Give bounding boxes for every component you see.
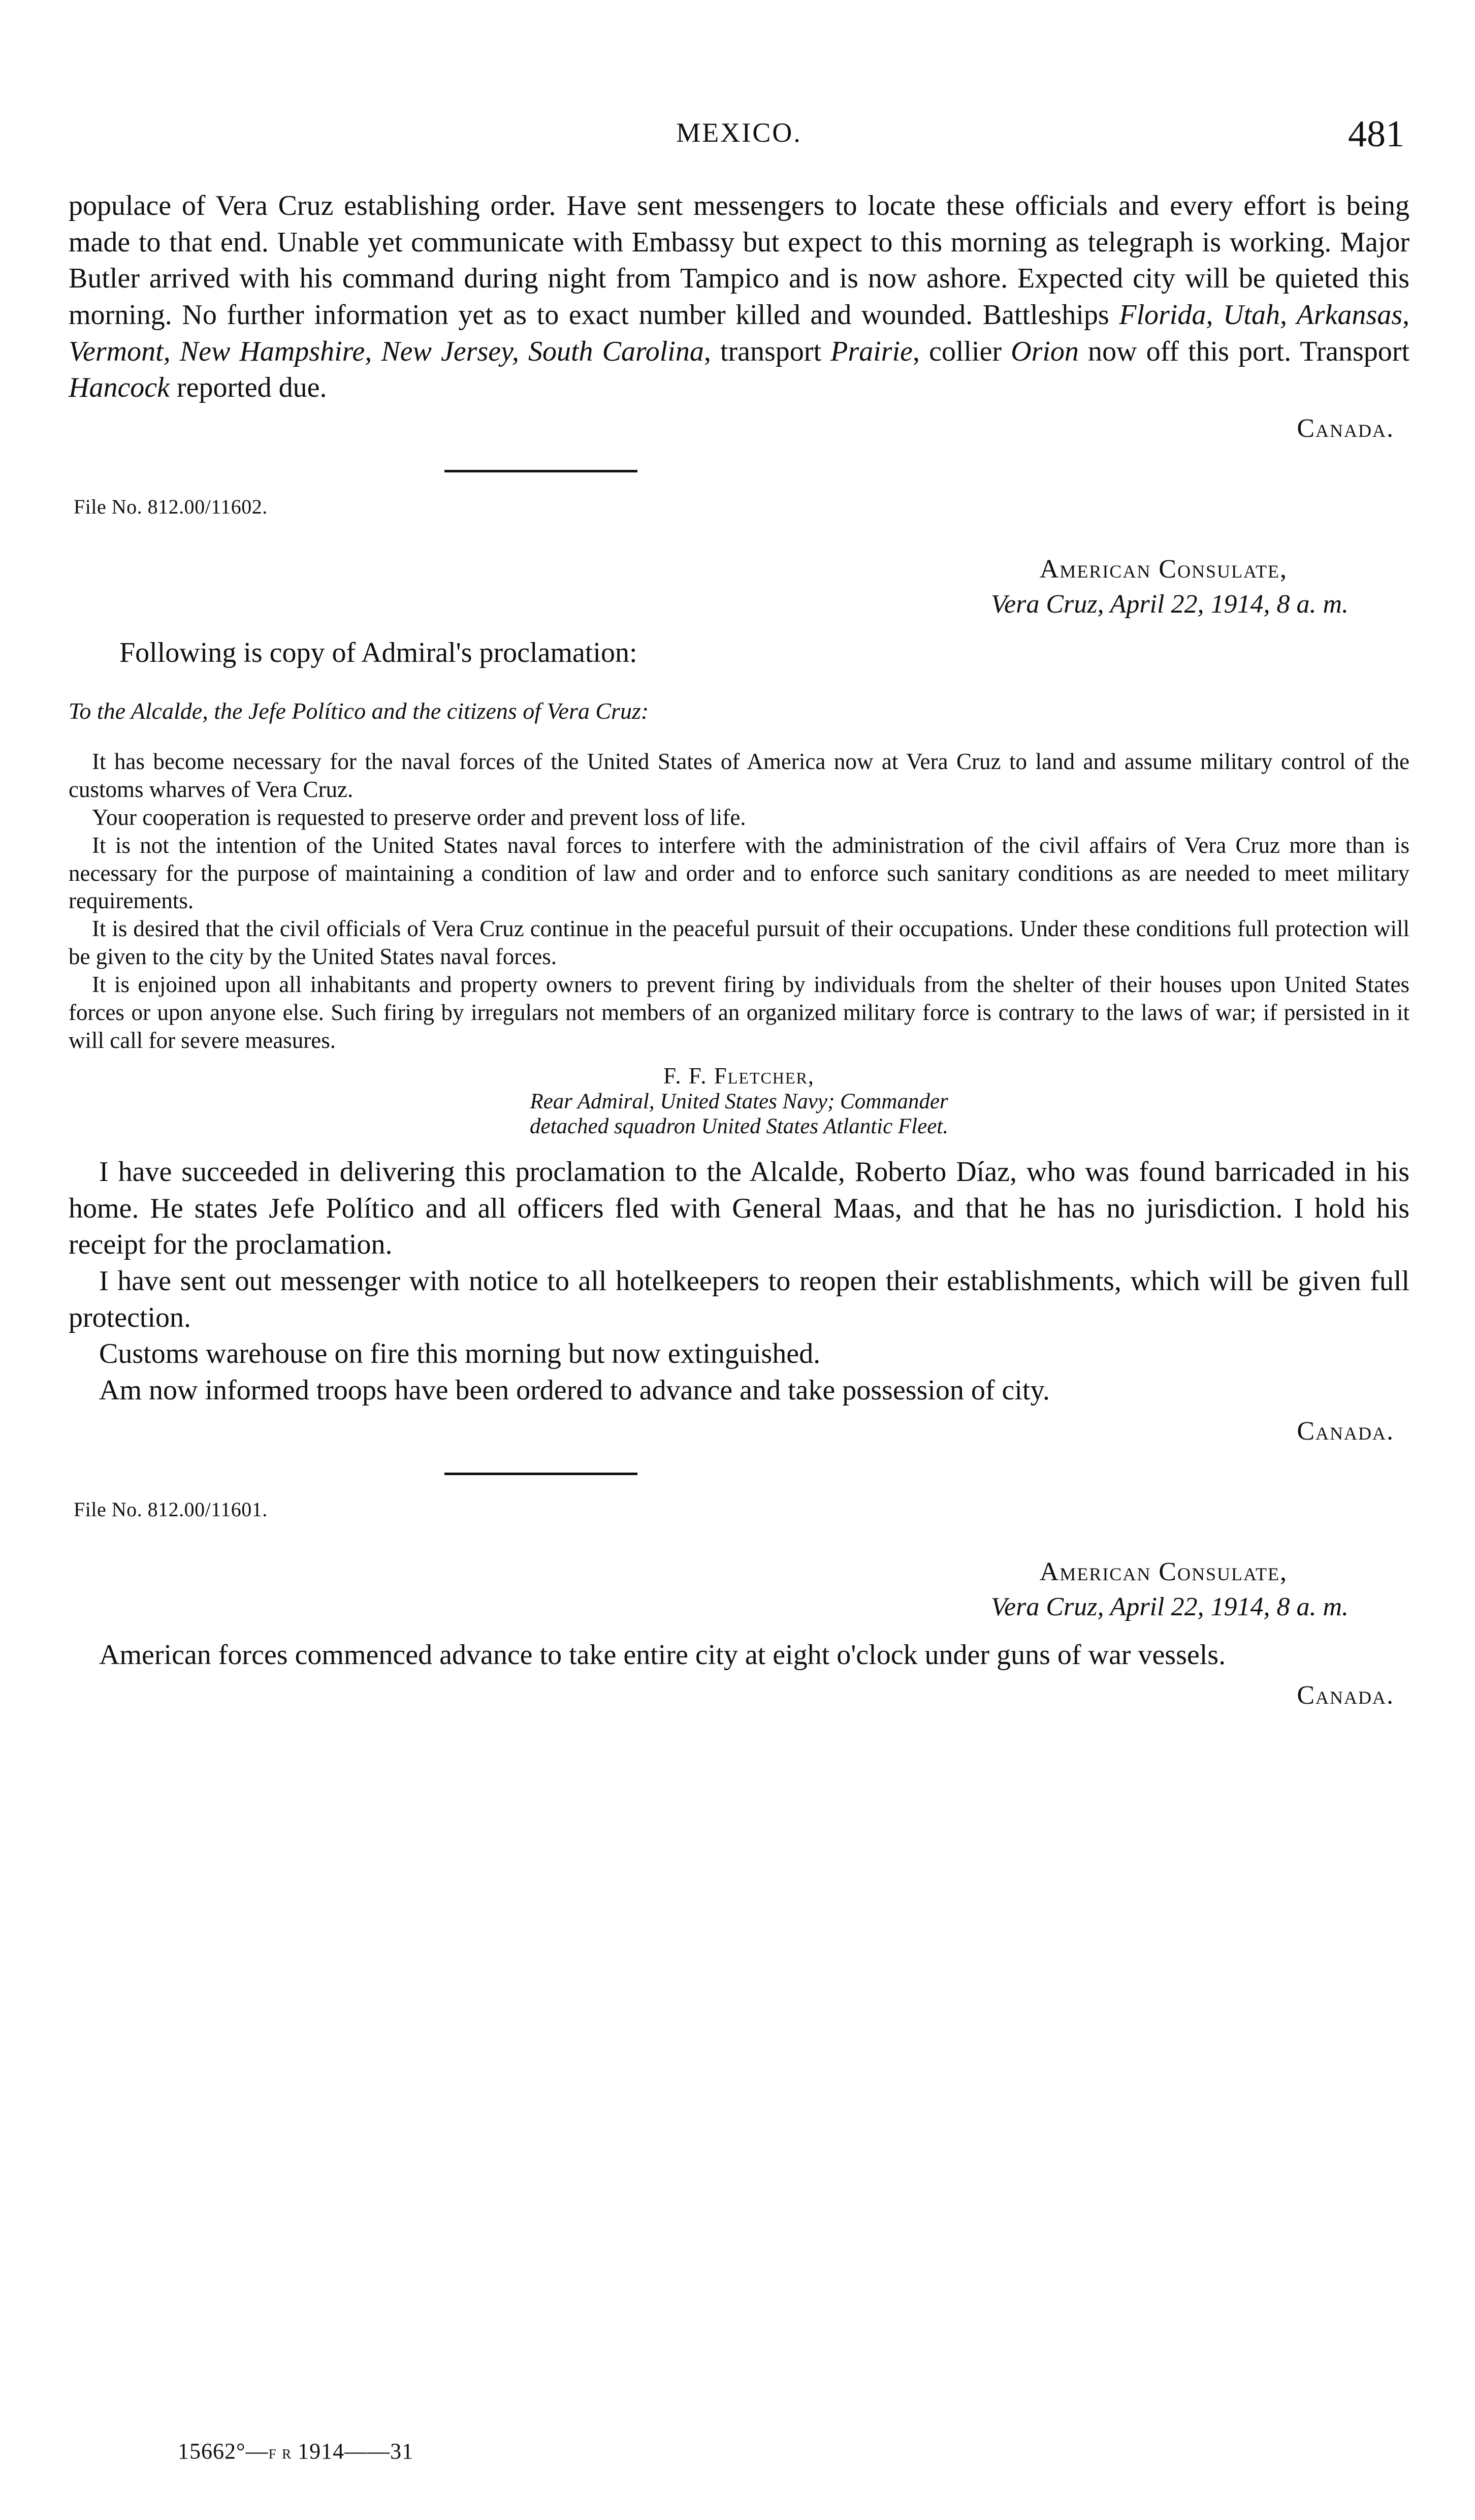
- dispatch-2-paragraph-8: Customs warehouse on fire this morning but now extinguished.: [99, 1338, 821, 1370]
- dispatch-2-signature: Canada.: [1297, 1416, 1394, 1446]
- proclamation-paragraph-2: Your cooperation is requested to preserve order and prevent loss of life.: [92, 804, 746, 830]
- consulate-date-2: Vera Cruz, April 22, 1914, 8 a. m.: [991, 1592, 1349, 1621]
- ship-name-hancock: Hancock: [69, 372, 170, 404]
- proclamation-signer-title-1: Rear Admiral, United States Navy; Commander: [530, 1089, 948, 1113]
- telegram-1-text-2: , transport: [703, 335, 831, 367]
- ship-name-prairie: Prairie: [830, 335, 913, 367]
- dispatch-2-paragraph-9: Am now informed troops have been ordered to advance and take possession of city.: [99, 1374, 1050, 1406]
- proclamation-signer-name: F. F. Fletcher,: [663, 1063, 815, 1089]
- proclamation-paragraph-5: It is enjoined upon all inhabitants and property owners to prevent firing by individuals from the shelter of their houses upon United States forces or upon anyone else. Such firing by irregulars not members of an organized military force is contrary to the laws of war; if persisted in it will call for severe measures.: [69, 972, 1409, 1053]
- proclamation-salutation: To the Alcalde, the Jefe Político and the citizens of Vera Cruz:: [69, 698, 649, 724]
- consulate-heading-2: American Consulate,: [1039, 1557, 1288, 1586]
- dispatch-block-3: [69, 1557, 1409, 1711]
- proclamation-signer-title-2: detached squadron United States Atlantic Fleet.: [529, 1114, 948, 1138]
- file-number-2: File No. 812.00/11601.: [74, 1497, 268, 1521]
- telegram-1-text: populace of Vera Cruz establishing order. Have sent messengers to locate these officials and every effort is being made to that end. Unable yet communicate with Embassy but expect to this morning as telegraph is working. Major Butler arrived with his command during night from Tampico and is now ashore. Expected city will be quieted this morning. No further information yet as to exact number killed and wounded. Battleships: [69, 190, 1409, 331]
- footer-imprint-smallcaps: f r: [268, 2442, 292, 2463]
- page-content: [69, 0, 1409, 1710]
- ship-name-orion: Orion: [1011, 335, 1079, 367]
- proclamation-paragraph-4: It is desired that the civil officials of Vera Cruz continue in the peaceful pursuit of their occupations. Under these conditions full protection will be given to the city by the United States naval forces.: [69, 916, 1409, 970]
- page-number: 481: [1348, 113, 1404, 155]
- consulate-heading-1: American Consulate,: [1039, 555, 1288, 584]
- dispatch-2-paragraph-7: I have sent out messenger with notice to all hotelkeepers to reopen their establishments, which will be given full protection.: [69, 1265, 1409, 1333]
- footer-imprint-before: 15662°—: [178, 2439, 269, 2464]
- running-head: MEXICO.: [676, 117, 802, 148]
- dispatch-2-paragraph-6: I have succeeded in delivering this proclamation to the Alcalde, Roberto Díaz, who was found barricaded in his home. He states Jefe Político and all officers fled with General Maas, and that he has no jurisdiction. I hold his receipt for the proclamation.: [69, 1156, 1409, 1261]
- file-number-1: File No. 812.00/11602.: [74, 495, 268, 519]
- telegram-1-signature: Canada.: [1297, 414, 1394, 443]
- dispatch-3-signature: Canada.: [1297, 1681, 1394, 1710]
- consulate-date-1: Vera Cruz, April 22, 1914, 8 a. m.: [991, 590, 1349, 619]
- section-divider-1: [444, 470, 637, 472]
- proclamation-lead: Following is copy of Admiral's proclamation:: [119, 637, 637, 669]
- dispatch-block-2: [69, 554, 1409, 1446]
- footer-imprint-after: 1914——31: [292, 2439, 414, 2464]
- telegram-1-paragraph: [69, 188, 1409, 406]
- telegram-1-text-4: now off this port. Transport: [1078, 335, 1410, 367]
- page-header: [69, 113, 1409, 188]
- proclamation-paragraph-1: It has become necessary for the naval forces of the United States of America now at Vera Cruz to land and assume military control of the customs wharves of Vera Cruz.: [69, 749, 1409, 802]
- telegram-block-1: [69, 188, 1409, 443]
- footer-imprint: [178, 2438, 413, 2464]
- dispatch-3-paragraph-1: American forces commenced advance to take entire city at eight o'clock under guns of war vessels.: [99, 1639, 1226, 1671]
- ship-names-1: Florida, Utah, Arkansas, Vermont, New Hampshire, New Jersey, South Carolina: [69, 299, 1410, 367]
- proclamation-paragraph-3: It is not the intention of the United States naval forces to interfere with the administration of the civil affairs of Vera Cruz more than is necessary for the purpose of maintaining a condition of law and order and to enforce such sanitary conditions as are needed to meet military requirements.: [69, 832, 1409, 914]
- telegram-1-text-5: reported due.: [170, 372, 327, 404]
- telegram-1-text-3: , collier: [912, 335, 1011, 367]
- section-divider-2: [444, 1473, 637, 1475]
